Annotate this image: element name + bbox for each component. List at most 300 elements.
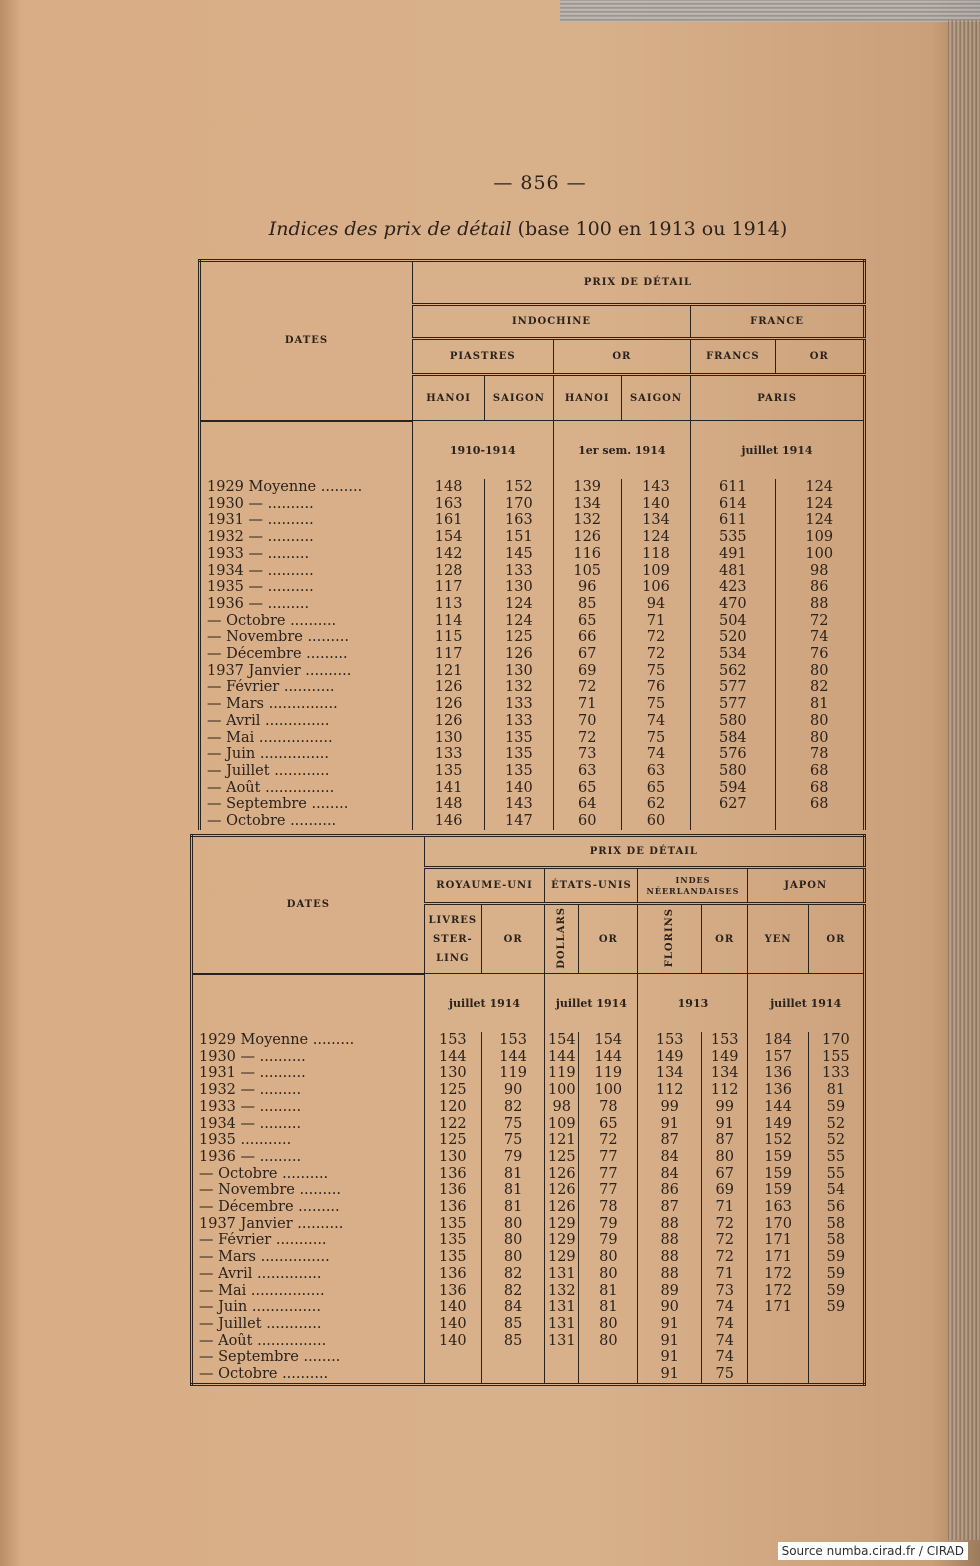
table-row — [200, 663, 865, 680]
table-row — [200, 629, 865, 646]
cell-value: 153 — [701, 1032, 748, 1049]
row-date: — Août ............... — [200, 780, 413, 797]
cell-value: 71 — [701, 1266, 748, 1283]
florins-label: FLORINS — [664, 907, 676, 968]
cell-value: 130 — [438, 1065, 467, 1082]
row-date: 1937 Janvier .......... — [200, 663, 413, 680]
cell-value: 59 — [808, 1283, 864, 1300]
page-stack-right — [948, 20, 980, 1540]
cell-value: 135 — [438, 1215, 467, 1232]
title-italic: Indices des prix de détail — [268, 218, 512, 240]
cell-value: 134 — [621, 512, 690, 529]
cell-value — [808, 1349, 864, 1366]
cell-value — [775, 813, 864, 830]
cell-value: 109 — [775, 529, 864, 546]
cell-value: 87 — [638, 1132, 701, 1149]
cell-value: 80 — [481, 1249, 544, 1266]
cell-value — [481, 1366, 544, 1384]
cell-value: 67 — [701, 1166, 748, 1183]
cell-value: 130 — [485, 579, 553, 596]
cell-value: 72 — [553, 730, 621, 747]
group-header-2: PRIX DE DÉTAIL — [424, 836, 864, 868]
cell-value: 55 — [808, 1166, 864, 1183]
cell-value: 78 — [579, 1199, 638, 1216]
livres-line3: LING — [436, 952, 470, 964]
cell-value: 67 — [553, 646, 621, 663]
cell-value: 72 — [701, 1232, 748, 1249]
cell-value: 141 — [434, 779, 463, 796]
cell-value: 84 — [481, 1299, 544, 1316]
cell-value: 68 — [775, 796, 864, 813]
cell-value: 152 — [485, 479, 553, 496]
cell-value: 72 — [579, 1132, 638, 1149]
cell-value: 71 — [621, 613, 690, 630]
cell-value: 130 — [485, 663, 553, 680]
us-header: ÉTATS-UNIS — [545, 868, 638, 904]
cell-value: 71 — [553, 696, 621, 713]
table-row — [192, 1199, 865, 1216]
cell-value: 163 — [434, 495, 463, 512]
row-date: 1935 ........... — [192, 1132, 425, 1149]
cell-value: 100 — [775, 546, 864, 563]
or-header-france: OR — [775, 339, 864, 375]
row-date: 1936 — ......... — [200, 596, 413, 613]
cell-value: 117 — [434, 579, 463, 596]
cell-value: 146 — [434, 813, 463, 830]
indes-header-line2: NÉERLANDAISES — [646, 885, 740, 896]
cell-value: 80 — [775, 663, 864, 680]
cell-value: 74 — [701, 1333, 748, 1350]
table-row — [192, 1232, 865, 1249]
cell-value: 81 — [579, 1299, 638, 1316]
cell-value: 81 — [481, 1182, 544, 1199]
cell-value: 119 — [481, 1065, 544, 1082]
cell-value: 145 — [485, 546, 553, 563]
cell-value — [579, 1366, 638, 1384]
cell-value: 72 — [775, 613, 864, 630]
cell-value: 134 — [701, 1065, 748, 1082]
cell-value: 112 — [701, 1082, 748, 1099]
row-date: 1930 — .......... — [192, 1049, 425, 1066]
cell-value: 124 — [775, 496, 864, 513]
table-row — [200, 813, 865, 830]
cell-value: 60 — [621, 813, 690, 830]
group-header: PRIX DE DÉTAIL — [412, 261, 864, 305]
cell-value: 172 — [748, 1283, 808, 1300]
table-row — [192, 1182, 865, 1199]
table-row — [200, 546, 865, 563]
cell-value: 140 — [438, 1315, 467, 1332]
cell-value: 133 — [485, 696, 553, 713]
cell-value: 82 — [775, 679, 864, 696]
cell-value: 577 — [691, 696, 775, 713]
cell-value: 136 — [438, 1265, 467, 1282]
cell-value: 481 — [691, 563, 775, 580]
table-row — [192, 1032, 865, 1049]
yen-header: YEN — [748, 904, 808, 974]
cell-value: 84 — [638, 1166, 701, 1183]
cell-value: 130 — [438, 1148, 467, 1165]
cell-value: 117 — [434, 646, 463, 663]
cell-value: 135 — [485, 763, 553, 780]
cell-value: 132 — [485, 679, 553, 696]
row-date: — Septembre ........ — [192, 1349, 425, 1366]
cell-value: 79 — [481, 1149, 544, 1166]
cell-value: 580 — [691, 713, 775, 730]
row-date: 1929 Moyenne ......... — [200, 479, 413, 496]
cell-value — [424, 1366, 481, 1384]
cell-value: 594 — [691, 780, 775, 797]
cell-value: 157 — [748, 1049, 808, 1066]
cell-value: 126 — [485, 646, 553, 663]
table-row — [200, 713, 865, 730]
cell-value — [808, 1333, 864, 1350]
table-row — [200, 730, 865, 747]
cell-value: 114 — [434, 612, 463, 629]
cell-value: 148 — [434, 479, 463, 495]
cell-value: 74 — [701, 1349, 748, 1366]
cell-value: 126 — [545, 1166, 579, 1183]
cell-value: 94 — [621, 596, 690, 613]
cell-value: 614 — [691, 496, 775, 513]
table-row — [200, 746, 865, 763]
or-header-uk: OR — [481, 904, 544, 974]
cell-value: 152 — [748, 1132, 808, 1149]
cell-value: 80 — [481, 1216, 544, 1233]
cell-value: 69 — [701, 1182, 748, 1199]
cell-value: 144 — [748, 1099, 808, 1116]
cell-value: 81 — [481, 1199, 544, 1216]
table-row — [192, 1316, 865, 1333]
or-header-us: OR — [579, 904, 638, 974]
cell-value: 153 — [438, 1032, 467, 1048]
cell-value: 78 — [775, 746, 864, 763]
cell-value: 149 — [701, 1049, 748, 1066]
cell-value: 161 — [434, 512, 463, 529]
livres-line1: LIVRES — [428, 914, 478, 926]
cell-value: 136 — [438, 1282, 467, 1299]
cell-value: 77 — [579, 1149, 638, 1166]
row-date: 1933 — ......... — [192, 1099, 425, 1116]
cell-value: 143 — [621, 479, 690, 496]
cell-value: 81 — [579, 1283, 638, 1300]
cell-value: 81 — [808, 1082, 864, 1099]
cell-value: 54 — [808, 1182, 864, 1199]
cell-value: 72 — [621, 629, 690, 646]
table-row — [192, 1366, 865, 1384]
row-date: — Mars ............... — [192, 1249, 425, 1266]
table-indochine-france — [198, 259, 866, 830]
cell-value: 99 — [701, 1099, 748, 1116]
cell-value: 139 — [553, 479, 621, 496]
row-date: — Avril .............. — [192, 1266, 425, 1283]
cell-value: 86 — [775, 579, 864, 596]
uk-header: ROYAUME-UNI — [424, 868, 545, 904]
cell-value: 80 — [701, 1149, 748, 1166]
cell-value: 125 — [545, 1149, 579, 1166]
cell-value: 80 — [775, 730, 864, 747]
cell-value: 153 — [638, 1032, 701, 1049]
cell-value: 171 — [748, 1249, 808, 1266]
cell-value: 149 — [638, 1049, 701, 1066]
cell-value: 131 — [545, 1316, 579, 1333]
cell-value: 121 — [545, 1132, 579, 1149]
cell-value — [748, 1316, 808, 1333]
cell-value: 81 — [481, 1166, 544, 1183]
cell-value: 132 — [553, 512, 621, 529]
hanoi-header-or: HANOI — [553, 375, 621, 421]
table-foreign-countries — [190, 834, 866, 1386]
cell-value: 82 — [481, 1266, 544, 1283]
cell-value: 151 — [485, 529, 553, 546]
cell-value: 75 — [701, 1366, 748, 1384]
cell-value — [808, 1366, 864, 1384]
cell-value: 126 — [434, 696, 463, 713]
row-date: 1935 — .......... — [200, 579, 413, 596]
cell-value: 147 — [485, 813, 553, 830]
cell-value: 125 — [438, 1132, 467, 1149]
cell-value: 98 — [775, 563, 864, 580]
cell-value: 520 — [691, 629, 775, 646]
cell-value — [748, 1349, 808, 1366]
cell-value: 91 — [638, 1316, 701, 1333]
table-row — [192, 1349, 865, 1366]
paris-header: PARIS — [691, 375, 865, 421]
cell-value: 153 — [481, 1032, 544, 1049]
france-header: FRANCE — [691, 305, 865, 339]
cell-value: 74 — [701, 1299, 748, 1316]
cell-value: 172 — [748, 1266, 808, 1283]
row-date: — Mai ................ — [200, 730, 413, 747]
cell-value: 136 — [438, 1199, 467, 1216]
cell-value: 88 — [638, 1266, 701, 1283]
table-row — [192, 1216, 865, 1233]
cell-value: 627 — [691, 796, 775, 813]
cell-value: 74 — [621, 713, 690, 730]
cell-value: 75 — [621, 696, 690, 713]
cell-value: 91 — [638, 1116, 701, 1133]
cell-value: 133 — [434, 746, 463, 763]
table-row — [200, 579, 865, 596]
cell-value: 136 — [748, 1082, 808, 1099]
cell-value: 88 — [638, 1232, 701, 1249]
cell-value: 71 — [701, 1199, 748, 1216]
table-row — [192, 1082, 865, 1099]
japon-header: JAPON — [748, 868, 865, 904]
cell-value: 80 — [481, 1232, 544, 1249]
cell-value: 56 — [808, 1199, 864, 1216]
cell-value: 154 — [434, 529, 463, 546]
francs-header: FRANCS — [691, 339, 775, 375]
cell-value: 611 — [691, 479, 775, 496]
saigon-header-or: SAIGON — [621, 375, 690, 421]
cell-value: 170 — [485, 496, 553, 513]
cell-value: 122 — [438, 1115, 467, 1132]
cell-value: 126 — [545, 1182, 579, 1199]
row-date: — Juillet ............ — [192, 1316, 425, 1333]
table-row — [200, 780, 865, 797]
cell-value: 423 — [691, 579, 775, 596]
title-rest: (base 100 en 1913 ou 1914) — [511, 218, 788, 240]
table-row — [200, 696, 865, 713]
table-row — [200, 679, 865, 696]
cell-value: 63 — [553, 763, 621, 780]
cell-value: 125 — [485, 629, 553, 646]
cell-value: 504 — [691, 613, 775, 630]
base-period-indes: 1913 — [638, 974, 748, 1033]
table-row — [192, 1132, 865, 1149]
row-date: — Octobre .......... — [200, 813, 413, 830]
row-date: — Juin ............... — [200, 746, 413, 763]
cell-value: 75 — [481, 1116, 544, 1133]
table-row — [192, 1299, 865, 1316]
cell-value: 58 — [808, 1232, 864, 1249]
cell-value: 580 — [691, 763, 775, 780]
cell-value: 91 — [638, 1333, 701, 1350]
cell-value: 85 — [481, 1316, 544, 1333]
cell-value: 126 — [545, 1199, 579, 1216]
table-row — [192, 1249, 865, 1266]
cell-value: 131 — [545, 1266, 579, 1283]
page-number: — 856 — — [493, 172, 587, 194]
row-date: — Septembre ........ — [200, 796, 413, 813]
cell-value: 73 — [701, 1283, 748, 1300]
row-date: — Mai ................ — [192, 1283, 425, 1300]
cell-value: 159 — [748, 1149, 808, 1166]
cell-value: 121 — [434, 662, 463, 679]
or-header-indochine: OR — [553, 339, 691, 375]
table-row — [200, 596, 865, 613]
table-row — [192, 1166, 865, 1183]
cell-value: 72 — [701, 1249, 748, 1266]
table-row — [192, 1116, 865, 1133]
dollars-header — [545, 904, 579, 974]
piastres-header: PIASTRES — [412, 339, 553, 375]
cell-value: 140 — [621, 496, 690, 513]
cell-value: 80 — [579, 1333, 638, 1350]
cell-value — [424, 1349, 481, 1366]
row-date: 1929 Moyenne ......... — [192, 1032, 425, 1049]
cell-value: 115 — [434, 629, 463, 646]
cell-value: 70 — [553, 713, 621, 730]
row-date: — Février ........... — [200, 679, 413, 696]
cell-value: 154 — [545, 1032, 579, 1049]
cell-value: 100 — [545, 1082, 579, 1099]
cell-value: 52 — [808, 1132, 864, 1149]
cell-value: 77 — [579, 1166, 638, 1183]
cell-value: 90 — [481, 1082, 544, 1099]
cell-value: 116 — [553, 546, 621, 563]
cell-value: 126 — [553, 529, 621, 546]
table-row — [192, 1065, 865, 1082]
cell-value: 163 — [748, 1199, 808, 1216]
row-date: — Octobre .......... — [200, 613, 413, 630]
cell-value: 134 — [553, 496, 621, 513]
cell-value: 87 — [638, 1199, 701, 1216]
cell-value: 52 — [808, 1116, 864, 1133]
cell-value: 576 — [691, 746, 775, 763]
cell-value: 611 — [691, 512, 775, 529]
cell-value: 135 — [438, 1232, 467, 1249]
cell-value: 129 — [545, 1216, 579, 1233]
cell-value: 112 — [638, 1082, 701, 1099]
row-date: 1937 Janvier .......... — [192, 1216, 425, 1233]
row-date: — Août ............... — [192, 1333, 425, 1350]
cell-value: 140 — [438, 1332, 467, 1349]
table-row — [200, 563, 865, 580]
or-header-japon: OR — [808, 904, 864, 974]
cell-value: 124 — [775, 479, 864, 496]
cell-value: 82 — [481, 1283, 544, 1300]
cell-value: 159 — [748, 1166, 808, 1183]
row-date: — Mars ............... — [200, 696, 413, 713]
dates-header-2: DATES — [192, 836, 425, 974]
cell-value: 59 — [808, 1299, 864, 1316]
cell-value: 131 — [545, 1299, 579, 1316]
cell-value: 170 — [808, 1032, 864, 1049]
cell-value: 155 — [808, 1049, 864, 1066]
cell-value: 124 — [621, 529, 690, 546]
cell-value: 82 — [481, 1099, 544, 1116]
cell-value: 535 — [691, 529, 775, 546]
table-row — [192, 1333, 865, 1350]
cell-value: 88 — [775, 596, 864, 613]
cell-value: 59 — [808, 1099, 864, 1116]
cell-value: 58 — [808, 1216, 864, 1233]
cell-value: 129 — [545, 1232, 579, 1249]
livres-line2: STER- — [432, 933, 473, 945]
cell-value: 74 — [621, 746, 690, 763]
cell-value: 154 — [579, 1032, 638, 1049]
cell-value: 126 — [434, 712, 463, 729]
row-date: — Avril .............. — [200, 713, 413, 730]
indes-header — [638, 868, 748, 904]
cell-value: 170 — [748, 1216, 808, 1233]
cell-value — [808, 1316, 864, 1333]
row-date: — Juillet ............ — [200, 763, 413, 780]
cell-value: 76 — [775, 646, 864, 663]
row-date: 1932 — ......... — [192, 1082, 425, 1099]
cell-value: 148 — [434, 796, 463, 813]
cell-value: 140 — [438, 1299, 467, 1316]
cell-value: 106 — [621, 579, 690, 596]
cell-value: 125 — [438, 1082, 467, 1099]
table-row — [200, 646, 865, 663]
cell-value: 65 — [579, 1116, 638, 1133]
cell-value: 135 — [438, 1249, 467, 1266]
cell-value: 68 — [775, 780, 864, 797]
cell-value: 62 — [621, 796, 690, 813]
cell-value: 60 — [553, 813, 621, 830]
table-row — [192, 1266, 865, 1283]
cell-value: 118 — [621, 546, 690, 563]
cell-value: 119 — [545, 1065, 579, 1082]
row-date: 1934 — ......... — [192, 1116, 425, 1133]
cell-value: 89 — [638, 1283, 701, 1300]
cell-value: 64 — [553, 796, 621, 813]
cell-value: 133 — [808, 1065, 864, 1082]
cell-value: 144 — [579, 1049, 638, 1066]
row-date: — Novembre ......... — [192, 1182, 425, 1199]
base-period-japon: juillet 1914 — [748, 974, 865, 1033]
cell-value: 131 — [545, 1333, 579, 1350]
cell-value — [691, 813, 775, 830]
cell-value: 84 — [638, 1149, 701, 1166]
cell-value — [545, 1366, 579, 1384]
row-date: 1932 — .......... — [200, 529, 413, 546]
cell-value: 77 — [579, 1182, 638, 1199]
row-date: 1931 — .......... — [192, 1065, 425, 1082]
